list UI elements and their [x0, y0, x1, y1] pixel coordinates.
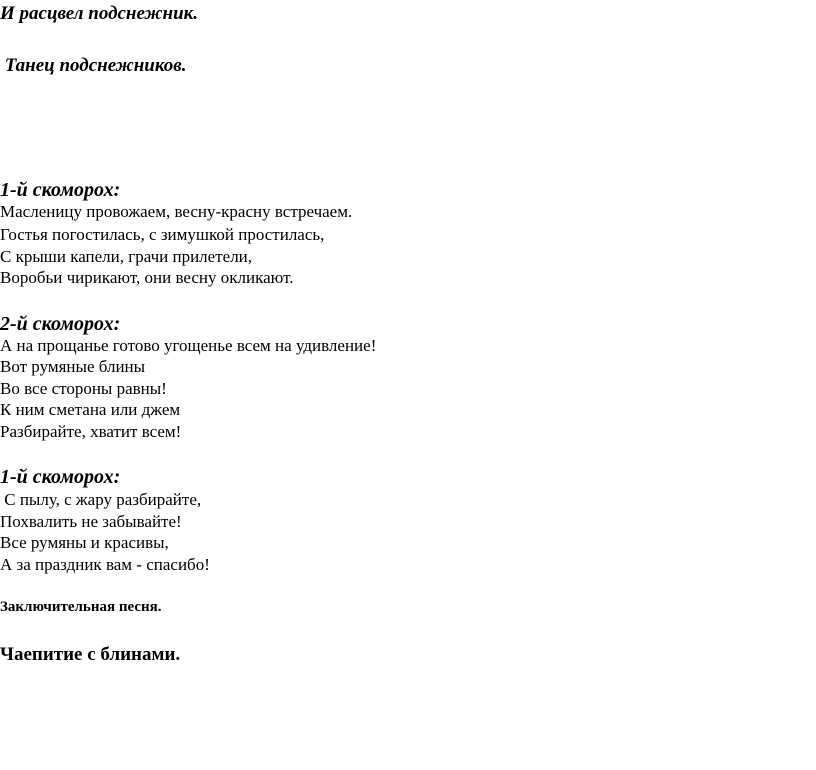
verse-line: С крыши капели, грачи прилетели,	[0, 247, 253, 266]
verse-line: А за праздник вам - спасибо!	[0, 555, 210, 574]
speaker-heading-1: 1-й скоморох:	[0, 179, 121, 201]
title-snowdrop-dance: Танец подснежников.	[0, 55, 187, 76]
tea-party-heading: Чаепитие с блинами.	[0, 644, 181, 665]
verse-line: Гостья погостилась, с зимушкой простилась,	[0, 225, 325, 244]
verse-line: Во все стороны равны!	[0, 379, 167, 398]
verse-line: К ним сметана или джем	[0, 400, 181, 419]
verse-line: Все румяны и красивы,	[0, 533, 169, 552]
speaker-heading-2: 2-й скоморох:	[0, 313, 121, 335]
final-song-heading: Заключительная песня.	[0, 599, 162, 615]
verse-line: Вот румяные блины	[0, 357, 146, 376]
verse-line: А на прощанье готово угощенье всем на удивление!	[0, 336, 377, 355]
verse-line: Воробьи чирикают, они весну окликают.	[0, 268, 294, 287]
verse-line: Похвалить не забывайте!	[0, 512, 182, 531]
verse-line: С пылу, с жару разбирайте,	[0, 490, 202, 509]
speaker-heading-3: 1-й скоморох:	[0, 466, 121, 488]
verse-line: Разбирайте, хватит всем!	[0, 422, 182, 441]
verse-line: Масленицу провожаем, весну-красну встречаем.	[0, 202, 353, 221]
title-snowdrop-bloomed: И расцвел подснежник.	[0, 3, 199, 24]
